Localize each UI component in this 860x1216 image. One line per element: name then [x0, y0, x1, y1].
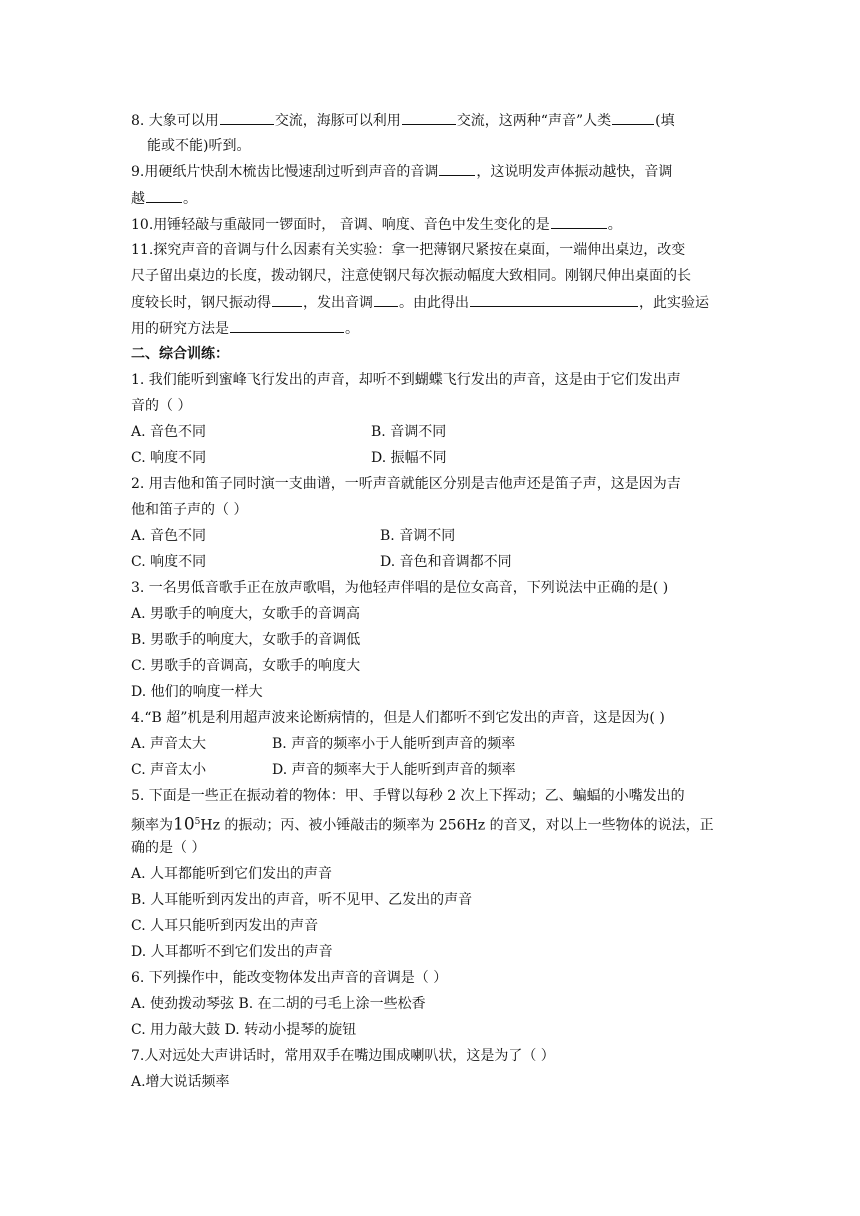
question-9 [131, 161, 672, 182]
mc-q5-option-d: D. 人耳都听不到它们发出的声音 [131, 944, 333, 960]
q11-text-b: ，发出音调 [303, 295, 373, 311]
q10-text-2: 。 [607, 217, 622, 233]
mc-q2-line-1: 2. 用吉他和笛子同时演一支曲谱，一听声音就能区分别是吉他声还是笛子声，这是因为吉 [131, 476, 681, 492]
q8-text-3: 交流，这两种“声音”人类 [456, 113, 612, 129]
q9-text-3: 越 [131, 191, 145, 207]
q10-blank[interactable] [551, 214, 607, 229]
mc-q4-option-b: B. 声音的频率小于人能听到声音的频率 [272, 736, 516, 752]
q8-continuation: 能或不能)听到。 [147, 138, 251, 154]
q9-text-4: 。 [183, 191, 197, 207]
q11-text-c: 。由此得出 [399, 295, 469, 311]
q8-text-2: 交流，海豚可以利用 [274, 113, 401, 129]
mc-q6-options-ab: A. 使劲拨动琴弦 B. 在二胡的弓毛上涂一些松香 [131, 996, 426, 1012]
mc-q1-option-a: A. 音色不同 [131, 424, 207, 440]
q9-continuation [131, 188, 197, 209]
q11-text-d: ，此实验运 [639, 295, 709, 311]
mc-q2-option-b: B. 音调不同 [380, 528, 456, 544]
mc-q4-option-a: A. 声音太大 [131, 736, 207, 752]
mc-q2-option-d: D. 音色和音调都不同 [380, 554, 512, 570]
q9-blank-2[interactable] [146, 188, 182, 203]
question-11-line-1: 11.探究声音的音调与什么因素有关实验：拿一把薄钢尺紧按在桌面，一端伸出桌边，改变 [131, 242, 686, 258]
mc-q1-option-c: C. 响度不同 [131, 450, 207, 466]
mc-q1-option-d: D. 振幅不同 [371, 450, 447, 466]
q9-text-2: ，这说明发声体振动越快，音调 [476, 164, 673, 180]
mc-q4-line-1: 4.“B 超”机是利用超声波来论断病情的，但是人们都听不到它发出的声音，这是因为( ) [131, 710, 665, 726]
q11-text-e: 用的研究方法是 [131, 321, 229, 337]
mc-q2-option-a: A. 音色不同 [131, 528, 207, 544]
mc-q5-text-a: 频率为 [131, 817, 173, 834]
mc-q5-power-base: 10 [173, 814, 195, 835]
question-11-line-2: 尺子留出桌边的长度，拨动钢尺，注意使钢尺每次振动幅度大致相同。刚钢尺伸出桌面的长 [131, 268, 691, 284]
question-11-line-3 [131, 292, 709, 313]
mc-q5-line-2 [131, 812, 714, 836]
q10-text-1: 10.用锤轻敲与重敲同一锣面时， 音调、响度、音色中发生变化的是 [131, 217, 550, 233]
mc-q7-option-a: A.增大说话频率 [131, 1074, 230, 1090]
q8-blank-3[interactable] [612, 110, 654, 125]
mc-q7-line-1: 7.人对远处大声讲话时，常用双手在嘴边围成喇叭状，这是为了（ ） [131, 1048, 555, 1064]
mc-q5-line-3: 确的是（ ） [131, 840, 206, 856]
q9-text-1: 9.用硬纸片快刮木梳齿比慢速刮过听到声音的音调 [131, 164, 439, 180]
question-8 [131, 110, 675, 131]
mc-q5-option-c: C. 人耳只能听到丙发出的声音 [131, 918, 319, 934]
q11-text-f: 。 [345, 321, 359, 337]
mc-q3-option-c: C. 男歌手的音调高，女歌手的响度大 [131, 658, 361, 674]
q11-text-a: 度较长时，钢尺振动得 [131, 295, 271, 311]
mc-q1-line-2: 音的（ ） [131, 398, 192, 414]
q9-blank-1[interactable] [439, 161, 475, 176]
mc-q2-line-2: 他和笛子声的（ ） [131, 502, 248, 518]
question-11-line-4 [131, 318, 359, 339]
mc-q6-line-1: 6. 下列操作中，能改变物体发出声音的音调是（ ） [131, 970, 448, 986]
mc-q6-options-cd: C. 用力敲大鼓 D. 转动小提琴的旋钮 [131, 1022, 357, 1038]
q11-blank-4[interactable] [230, 318, 344, 333]
question-10 [131, 214, 622, 235]
mc-q2-option-c: C. 响度不同 [131, 554, 207, 570]
mc-q4-option-c: C. 声音太小 [131, 762, 207, 778]
mc-q1-line-1: 1. 我们能听到蜜峰飞行发出的声音，却听不到蝴蝶飞行发出的声音，这是由于它们发出声 [131, 372, 681, 388]
q8-blank-2[interactable] [402, 110, 456, 125]
q11-blank-2[interactable] [374, 292, 398, 307]
mc-q3-option-a: A. 男歌手的响度大，女歌手的音调高 [131, 606, 361, 622]
mc-q5-power-exponent: 5 [194, 817, 201, 827]
q8-text-1: 8. 大象可以用 [131, 113, 219, 129]
section-2-title: 二、综合训练： [131, 346, 229, 362]
mc-q4-option-d: D. 声音的频率大于人能听到声音的频率 [272, 762, 516, 778]
q8-text-4: (填 [655, 113, 675, 129]
mc-q5-option-b: B. 人耳能听到丙发出的声音，听不见甲、乙发出的声音 [131, 892, 473, 908]
mc-q5-text-b: Hz 的振动；丙、被小锤敲击的频率为 256Hz 的音叉，对以上一些物体的说法，正 [200, 817, 714, 834]
mc-q1-option-b: B. 音调不同 [371, 424, 447, 440]
mc-q5-line-1: 5. 下面是一些正在振动着的物体：甲、手臂以每秒 2 次上下挥动；乙、蝙蝠的小嘴发出的 [131, 788, 685, 804]
mc-q5-option-a: A. 人耳都能听到它们发出的声音 [131, 866, 333, 882]
mc-q3-line-1: 3. 一名男低音歌手正在放声歌唱，为他轻声伴唱的是位女高音，下列说法中正确的是( ) [131, 580, 669, 596]
q11-blank-3[interactable] [470, 292, 638, 307]
q8-blank-1[interactable] [220, 110, 274, 125]
mc-q3-option-d: D. 他们的响度一样大 [131, 684, 263, 700]
q11-blank-1[interactable] [272, 292, 302, 307]
mc-q3-option-b: B. 男歌手的响度大，女歌手的音调低 [131, 632, 361, 648]
